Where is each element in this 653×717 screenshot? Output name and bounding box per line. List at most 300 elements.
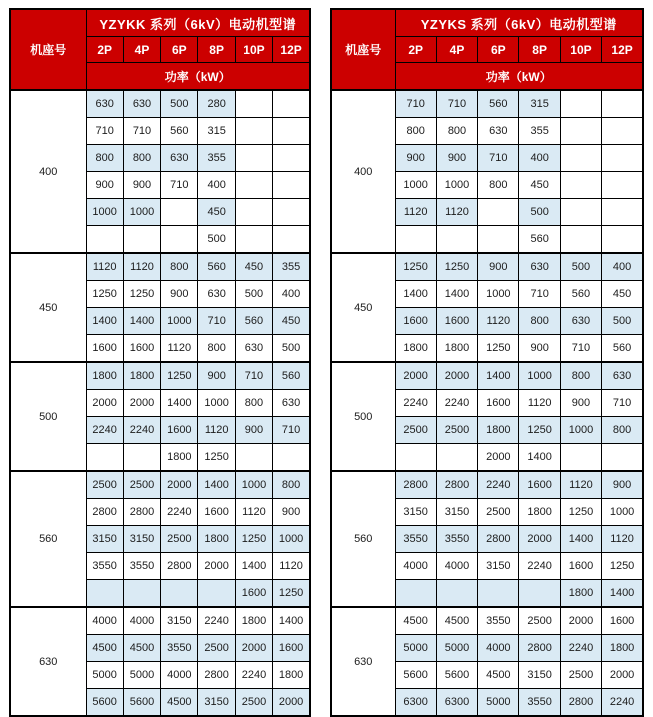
power-cell: 710: [235, 362, 272, 390]
power-cell: [235, 118, 272, 145]
table-row: [331, 90, 643, 118]
pole-header-4p: 4P: [123, 37, 160, 63]
power-cell: 1000: [273, 526, 310, 553]
power-cell: 4500: [123, 635, 160, 662]
power-cell: [560, 444, 601, 472]
power-cell: 1800: [161, 444, 198, 472]
power-cell: 560: [602, 335, 643, 363]
power-cell: [436, 226, 477, 254]
power-cell: 1120: [560, 471, 601, 499]
power-cell: 2000: [198, 553, 235, 580]
power-cell: 1000: [519, 362, 560, 390]
power-cell: 500: [235, 281, 272, 308]
power-cell: 1800: [560, 580, 601, 608]
frame-number-cell: 400: [331, 90, 395, 253]
power-cell: 1250: [123, 281, 160, 308]
power-cell: 2500: [161, 526, 198, 553]
power-cell: 500: [519, 199, 560, 226]
pole-header-2p: 2P: [395, 37, 436, 63]
power-cell: 900: [86, 172, 123, 199]
power-cell: 1250: [161, 362, 198, 390]
power-cell: 1400: [273, 607, 310, 635]
frame-number-cell: 450: [10, 253, 86, 362]
power-cell: 2000: [602, 662, 643, 689]
power-cell: 1250: [602, 553, 643, 580]
power-cell: 1600: [436, 308, 477, 335]
power-cell: 710: [395, 90, 436, 118]
power-cell: 1600: [519, 471, 560, 499]
power-cell: 1120: [478, 308, 519, 335]
power-cell: 3150: [123, 526, 160, 553]
power-cell: 5600: [395, 662, 436, 689]
power-cell: 4500: [478, 662, 519, 689]
power-cell: 1250: [273, 580, 310, 608]
power-cell: 900: [395, 145, 436, 172]
power-cell: 1600: [273, 635, 310, 662]
power-cell: 1250: [198, 444, 235, 472]
power-cell: 3550: [161, 635, 198, 662]
frame-column-header: 机座号: [10, 9, 86, 90]
power-cell: 710: [519, 281, 560, 308]
power-cell: 560: [478, 90, 519, 118]
power-cell: 800: [395, 118, 436, 145]
power-cell: 800: [123, 145, 160, 172]
power-cell: 800: [560, 362, 601, 390]
yzyks-table-header: [331, 9, 643, 90]
power-cell: 1600: [123, 335, 160, 363]
power-cell: 3550: [478, 607, 519, 635]
power-cell: [273, 145, 310, 172]
table-row: [10, 253, 310, 281]
power-cell: [161, 580, 198, 608]
power-cell: 400: [273, 281, 310, 308]
power-cell: 400: [602, 253, 643, 281]
power-cell: 2800: [395, 471, 436, 499]
power-cell: 1000: [123, 199, 160, 226]
power-cell: 500: [602, 308, 643, 335]
power-cell: 2800: [161, 553, 198, 580]
power-cell: [560, 172, 601, 199]
power-cell: 900: [602, 471, 643, 499]
power-cell: 2500: [235, 689, 272, 717]
power-cell: 1400: [395, 281, 436, 308]
power-cell: [602, 226, 643, 254]
power-cell: 2240: [161, 499, 198, 526]
power-cell: [395, 226, 436, 254]
power-cell: 2000: [123, 390, 160, 417]
pole-header-4p: 4P: [436, 37, 477, 63]
power-cell: 500: [273, 335, 310, 363]
power-cell: 900: [161, 281, 198, 308]
power-cell: [478, 199, 519, 226]
power-cell: 1120: [273, 553, 310, 580]
power-cell: 1800: [86, 362, 123, 390]
power-cell: 5000: [395, 635, 436, 662]
power-cell: 3150: [519, 662, 560, 689]
power-cell: 2000: [235, 635, 272, 662]
power-cell: 900: [235, 417, 272, 444]
power-cell: 630: [235, 335, 272, 363]
power-cell: 2800: [560, 689, 601, 717]
power-cell: 630: [519, 253, 560, 281]
title-row: [331, 9, 643, 37]
power-cell: 800: [436, 118, 477, 145]
power-cell: 315: [519, 90, 560, 118]
power-cell: 500: [198, 226, 235, 254]
frame-number-cell: 630: [10, 607, 86, 716]
power-cell: 1400: [86, 308, 123, 335]
table-row: [10, 90, 310, 118]
power-cell: 4000: [478, 635, 519, 662]
yzykk-motor-spec-table: [9, 8, 311, 717]
power-cell: 450: [235, 253, 272, 281]
power-cell: 2500: [478, 499, 519, 526]
power-cell: 1400: [235, 553, 272, 580]
power-cell: 2240: [395, 390, 436, 417]
power-cell: 900: [123, 172, 160, 199]
power-cell: 1120: [602, 526, 643, 553]
power-cell: 630: [198, 281, 235, 308]
power-cell: 450: [602, 281, 643, 308]
power-cell: 1800: [273, 662, 310, 689]
power-cell: [602, 90, 643, 118]
power-cell: 1800: [602, 635, 643, 662]
power-cell: 2000: [273, 689, 310, 717]
power-cell: 3550: [86, 553, 123, 580]
power-cell: 2800: [86, 499, 123, 526]
power-cell: 2240: [436, 390, 477, 417]
power-cell: 900: [436, 145, 477, 172]
power-cell: 560: [273, 362, 310, 390]
power-cell: 710: [436, 90, 477, 118]
power-cell: 5000: [478, 689, 519, 717]
power-cell: 560: [198, 253, 235, 281]
power-cell: 1400: [602, 580, 643, 608]
power-cell: [123, 226, 160, 254]
power-cell: 2800: [436, 471, 477, 499]
frame-column-header: 机座号: [331, 9, 395, 90]
frame-number-cell: 560: [331, 471, 395, 607]
power-cell: 500: [161, 90, 198, 118]
power-cell: 560: [161, 118, 198, 145]
power-unit-header: 功率（kW）: [395, 63, 643, 91]
power-cell: 3150: [161, 607, 198, 635]
power-cell: [273, 444, 310, 472]
power-cell: 450: [198, 199, 235, 226]
power-cell: 1800: [436, 335, 477, 363]
power-cell: 710: [161, 172, 198, 199]
power-cell: 1600: [395, 308, 436, 335]
power-unit-header: 功率（kW）: [86, 63, 310, 91]
power-cell: [273, 199, 310, 226]
power-cell: [86, 444, 123, 472]
power-cell: 630: [602, 362, 643, 390]
power-cell: [273, 90, 310, 118]
power-cell: 1400: [478, 362, 519, 390]
power-cell: [602, 199, 643, 226]
frame-number-cell: 500: [331, 362, 395, 471]
power-cell: 1400: [123, 308, 160, 335]
power-cell: 3150: [86, 526, 123, 553]
power-cell: 800: [519, 308, 560, 335]
power-cell: 1400: [519, 444, 560, 472]
power-cell: 1250: [436, 253, 477, 281]
pole-header-2p: 2P: [86, 37, 123, 63]
power-cell: 1600: [198, 499, 235, 526]
power-cell: 1000: [478, 281, 519, 308]
power-cell: 2800: [478, 526, 519, 553]
table-row: [10, 471, 310, 499]
power-cell: 315: [198, 118, 235, 145]
power-cell: 500: [560, 253, 601, 281]
power-cell: [395, 580, 436, 608]
power-cell: [436, 444, 477, 472]
power-cell: 2000: [560, 607, 601, 635]
power-cell: [161, 199, 198, 226]
power-cell: 1250: [395, 253, 436, 281]
power-cell: 800: [235, 390, 272, 417]
power-cell: [602, 172, 643, 199]
power-cell: 1400: [161, 390, 198, 417]
power-cell: [478, 226, 519, 254]
power-cell: 1250: [235, 526, 272, 553]
power-cell: 5600: [436, 662, 477, 689]
pole-header-10p: 10P: [235, 37, 272, 63]
power-cell: 1000: [395, 172, 436, 199]
power-cell: 4500: [161, 689, 198, 717]
title-row: [10, 9, 310, 37]
power-cell: 355: [519, 118, 560, 145]
power-cell: 1600: [560, 553, 601, 580]
power-cell: 2500: [395, 417, 436, 444]
power-cell: [86, 580, 123, 608]
power-cell: 400: [519, 145, 560, 172]
power-cell: [273, 172, 310, 199]
power-cell: 1800: [198, 526, 235, 553]
power-cell: 1600: [478, 390, 519, 417]
power-cell: 1000: [560, 417, 601, 444]
power-cell: 2240: [478, 471, 519, 499]
power-cell: 3550: [519, 689, 560, 717]
power-cell: [560, 118, 601, 145]
power-cell: 560: [560, 281, 601, 308]
power-cell: 5600: [123, 689, 160, 717]
power-cell: 1600: [235, 580, 272, 608]
power-cell: 800: [273, 471, 310, 499]
power-cell: 2000: [478, 444, 519, 472]
power-cell: 3150: [478, 553, 519, 580]
frame-number-cell: 450: [331, 253, 395, 362]
power-cell: [235, 226, 272, 254]
table-row: [331, 253, 643, 281]
power-cell: 2000: [395, 362, 436, 390]
power-cell: [235, 90, 272, 118]
power-cell: 1400: [198, 471, 235, 499]
table-row: [331, 607, 643, 635]
table-title: YZYKS 系列（6kV）电动机型谱: [395, 9, 643, 37]
power-cell: 1250: [86, 281, 123, 308]
power-cell: 355: [273, 253, 310, 281]
table-row: [331, 471, 643, 499]
power-cell: 900: [519, 335, 560, 363]
power-cell: [602, 118, 643, 145]
power-cell: 800: [86, 145, 123, 172]
power-cell: [86, 226, 123, 254]
power-cell: 355: [198, 145, 235, 172]
power-cell: [478, 580, 519, 608]
power-cell: 1120: [519, 390, 560, 417]
power-cell: 5000: [86, 662, 123, 689]
power-cell: 2500: [519, 607, 560, 635]
power-cell: 710: [478, 145, 519, 172]
power-cell: 4000: [123, 607, 160, 635]
power-cell: [235, 172, 272, 199]
power-cell: 3550: [436, 526, 477, 553]
power-cell: 5600: [86, 689, 123, 717]
power-cell: 2000: [436, 362, 477, 390]
power-cell: 900: [273, 499, 310, 526]
power-cell: 900: [198, 362, 235, 390]
power-cell: 1800: [123, 362, 160, 390]
power-cell: 2240: [602, 689, 643, 717]
power-cell: 2240: [198, 607, 235, 635]
power-cell: 800: [161, 253, 198, 281]
power-cell: 630: [273, 390, 310, 417]
power-cell: [436, 580, 477, 608]
power-cell: 630: [86, 90, 123, 118]
power-cell: 1120: [198, 417, 235, 444]
power-cell: 2800: [123, 499, 160, 526]
power-cell: 4500: [436, 607, 477, 635]
power-cell: 2240: [235, 662, 272, 689]
power-cell: [235, 444, 272, 472]
frame-number-cell: 400: [10, 90, 86, 253]
power-cell: 2000: [519, 526, 560, 553]
frame-number-cell: 560: [10, 471, 86, 607]
power-cell: 6300: [436, 689, 477, 717]
pole-header-8p: 8P: [198, 37, 235, 63]
power-cell: 2500: [198, 635, 235, 662]
pole-header-12p: 12P: [602, 37, 643, 63]
power-cell: 1400: [560, 526, 601, 553]
power-cell: 630: [560, 308, 601, 335]
power-cell: [123, 580, 160, 608]
power-cell: 900: [478, 253, 519, 281]
power-cell: [560, 199, 601, 226]
power-cell: [602, 444, 643, 472]
power-cell: 1000: [86, 199, 123, 226]
power-cell: 1120: [123, 253, 160, 281]
power-cell: 2500: [436, 417, 477, 444]
power-cell: 2000: [86, 390, 123, 417]
power-cell: [395, 444, 436, 472]
power-cell: 1250: [560, 499, 601, 526]
power-cell: 1800: [519, 499, 560, 526]
power-cell: 4000: [86, 607, 123, 635]
table-row: [10, 607, 310, 635]
power-cell: [123, 444, 160, 472]
power-cell: [560, 226, 601, 254]
power-cell: 4000: [436, 553, 477, 580]
power-cell: 710: [602, 390, 643, 417]
power-cell: 450: [519, 172, 560, 199]
power-cell: 800: [198, 335, 235, 363]
power-cell: 4000: [395, 553, 436, 580]
power-cell: 1800: [395, 335, 436, 363]
power-cell: 6300: [395, 689, 436, 717]
pole-header-12p: 12P: [273, 37, 310, 63]
power-cell: 2240: [560, 635, 601, 662]
power-cell: 2800: [198, 662, 235, 689]
power-cell: [560, 145, 601, 172]
power-cell: [560, 90, 601, 118]
table-row: [10, 362, 310, 390]
power-cell: 3150: [198, 689, 235, 717]
power-cell: 1250: [478, 335, 519, 363]
power-cell: 280: [198, 90, 235, 118]
power-cell: 3550: [123, 553, 160, 580]
power-cell: 800: [478, 172, 519, 199]
power-cell: 2000: [161, 471, 198, 499]
yzykk-table-header: [10, 9, 310, 90]
power-cell: [235, 199, 272, 226]
power-cell: [273, 226, 310, 254]
frame-number-cell: 500: [10, 362, 86, 471]
yzykk-table-body: [10, 90, 310, 716]
power-cell: 2240: [519, 553, 560, 580]
power-cell: 5000: [123, 662, 160, 689]
power-cell: 1120: [86, 253, 123, 281]
power-cell: 1250: [519, 417, 560, 444]
power-cell: 1600: [86, 335, 123, 363]
power-cell: 710: [86, 118, 123, 145]
pole-header-10p: 10P: [560, 37, 601, 63]
power-cell: 560: [519, 226, 560, 254]
yzyks-motor-spec-table: [330, 8, 644, 717]
yzyks-table-body: [331, 90, 643, 716]
power-cell: [161, 226, 198, 254]
power-cell: 710: [273, 417, 310, 444]
power-cell: 630: [478, 118, 519, 145]
power-cell: 2800: [519, 635, 560, 662]
power-cell: 5000: [436, 635, 477, 662]
frame-number-cell: 630: [331, 607, 395, 716]
power-cell: 1120: [161, 335, 198, 363]
power-cell: [198, 580, 235, 608]
power-cell: 1120: [235, 499, 272, 526]
power-cell: 4500: [86, 635, 123, 662]
power-cell: 1000: [198, 390, 235, 417]
pole-header-8p: 8P: [519, 37, 560, 63]
power-cell: 2240: [86, 417, 123, 444]
power-cell: 3550: [395, 526, 436, 553]
power-cell: 1000: [235, 471, 272, 499]
power-cell: 1800: [478, 417, 519, 444]
pole-header-6p: 6P: [161, 37, 198, 63]
power-cell: 1000: [161, 308, 198, 335]
power-cell: 1000: [436, 172, 477, 199]
power-cell: 4500: [395, 607, 436, 635]
power-cell: 560: [235, 308, 272, 335]
power-cell: 800: [602, 417, 643, 444]
power-cell: 450: [273, 308, 310, 335]
pole-header-6p: 6P: [478, 37, 519, 63]
power-cell: 1600: [602, 607, 643, 635]
power-cell: 630: [123, 90, 160, 118]
power-cell: 1800: [235, 607, 272, 635]
power-cell: 710: [198, 308, 235, 335]
power-cell: 2500: [123, 471, 160, 499]
